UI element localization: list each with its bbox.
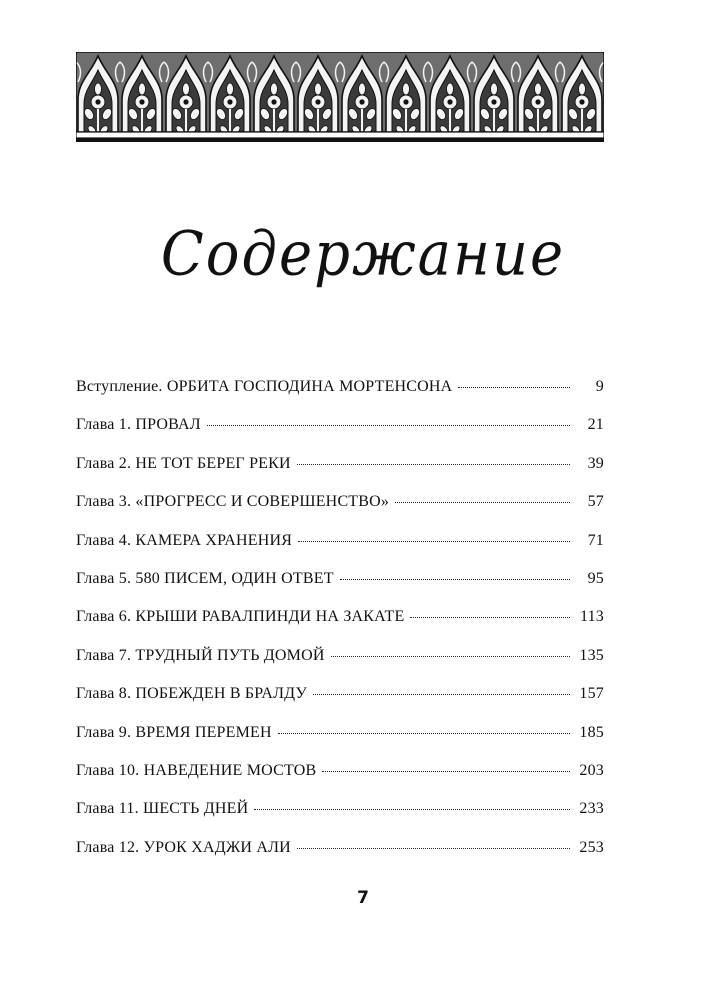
dot-leader [298,541,570,542]
dot-leader [458,387,570,388]
toc-entry[interactable] [76,647,604,685]
toc-entry-page: 21 [587,416,604,434]
toc-entry[interactable] [76,455,604,493]
toc-entry-page: 95 [587,569,604,587]
page-number: 7 [357,888,369,908]
table-of-contents [76,378,604,877]
toc-entry[interactable] [76,608,604,646]
toc-entry[interactable] [76,685,604,723]
toc-entry-page: 203 [579,761,604,779]
toc-entry[interactable] [76,532,604,570]
toc-entry-label: Глава 5. 580 ПИСЕМ, ОДИН ОТВЕТ [76,569,334,587]
dot-leader [207,425,570,426]
dot-leader [297,464,570,465]
dot-leader [331,656,570,657]
toc-entry[interactable] [76,493,604,531]
toc-entry-page: 253 [579,838,604,856]
toc-entry-label: Глава 8. ПОБЕЖДЕН В БРАЛДУ [76,685,307,703]
toc-entry-label: Глава 12. УРОК ХАДЖИ АЛИ [76,838,291,856]
toc-entry-page: 157 [579,685,604,703]
toc-entry-label: Глава 7. ТРУДНЫЙ ПУТЬ ДОМОЙ [76,646,325,664]
arabesque-border-ornament-icon [76,52,604,144]
toc-entry[interactable] [76,839,604,877]
toc-entry-page: 9 [595,378,604,395]
dot-leader [410,617,570,618]
toc-entry-label: Глава 3. «ПРОГРЕСС И СОВЕРШЕНСТВО» [76,493,390,511]
dot-leader [340,579,570,580]
toc-entry-label: Глава 1. ПРОВАЛ [76,416,201,434]
dot-leader [395,502,570,503]
toc-entry-page: 57 [587,493,604,511]
dot-leader [322,771,570,772]
toc-entry-page: 113 [579,608,604,626]
toc-entry-label: Глава 4. КАМЕРА ХРАНЕНИЯ [76,531,293,549]
toc-entry-page: 135 [579,646,604,664]
toc-entry-label: Глава 2. НЕ ТОТ БЕРЕГ РЕКИ [76,454,291,472]
toc-entry[interactable] [76,416,604,454]
toc-entry-label: Вступление. ОРБИТА ГОСПОДИНА МОРТЕНСОНА [76,378,453,395]
page-title: Содержание [160,219,566,290]
toc-entry[interactable] [76,762,604,800]
toc-entry-label: Глава 9. ВРЕМЯ ПЕРЕМЕН [76,723,272,741]
toc-entry-page: 233 [579,800,604,818]
toc-entry-label: Глава 6. КРЫШИ РАВАЛПИНДИ НА ЗАКАТЕ [76,608,405,626]
toc-entry[interactable] [76,724,604,762]
dot-leader [313,694,570,695]
toc-entry-page: 39 [587,454,604,472]
toc-entry-page: 185 [579,723,604,741]
dot-leader [297,848,570,849]
toc-entry[interactable] [76,378,604,416]
dot-leader [278,733,570,734]
toc-entry[interactable] [76,800,604,838]
toc-entry-label: Глава 11. ШЕСТЬ ДНЕЙ [76,800,249,818]
dot-leader [254,809,570,810]
toc-entry-label: Глава 10. НАВЕДЕНИЕ МОСТОВ [76,761,317,779]
toc-entry-page: 71 [587,531,604,549]
toc-entry[interactable] [76,570,604,608]
